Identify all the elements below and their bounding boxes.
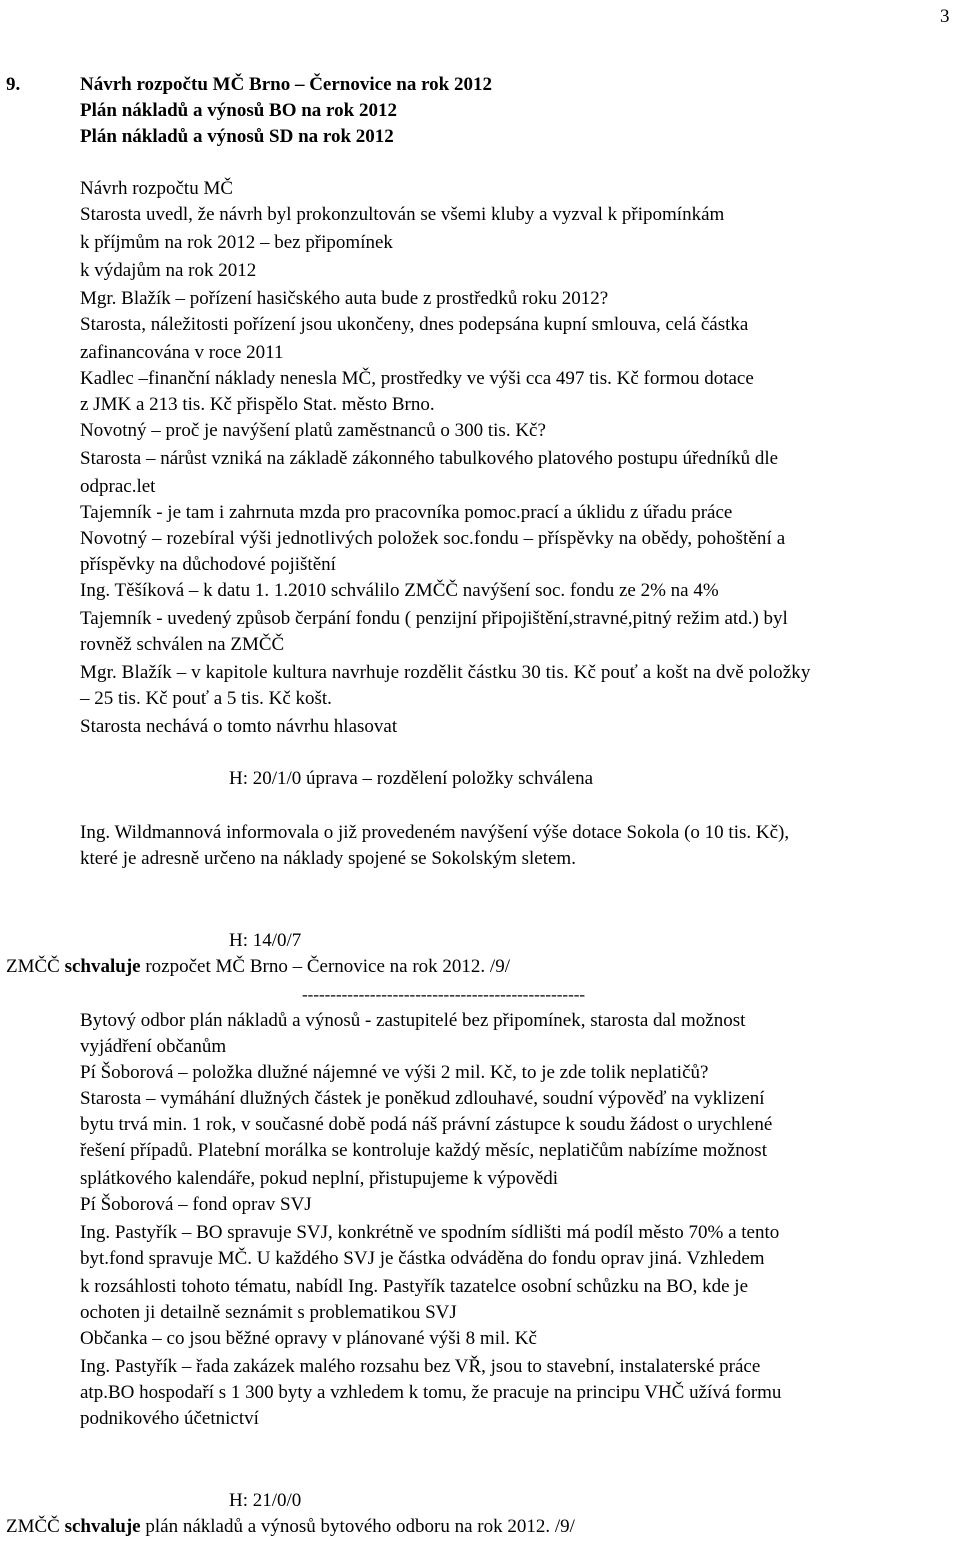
paragraph-line: Pí Šoborová – položka dlužné nájemné ve výši 2 mil. Kč, to je zde tolik neplatičů?: [80, 1062, 709, 1083]
paragraph-line: Ing. Wildmannová informovala o již provedeném navýšení výše dotace Sokola (o 10 tis. Kč),: [80, 822, 790, 843]
vote-result: H: 14/0/7: [229, 930, 302, 951]
paragraph-line: Kadlec –finanční náklady nenesla MČ, prostředky ve výši cca 497 tis. Kč formou dotace: [80, 368, 754, 389]
paragraph-line: Starosta – vymáhání dlužných částek je poněkud zdlouhavé, soudní výpověď na vyklizení: [80, 1088, 765, 1109]
heading-title-2: Plán nákladů a výnosů BO na rok 2012: [80, 100, 397, 121]
paragraph-line: Ing. Pastyřík – BO spravuje SVJ, konkrétně ve spodním sídlišti má podíl město 70% a tento: [80, 1222, 780, 1243]
paragraph-line: Mgr. Blažík – v kapitole kultura navrhuje rozdělit částku 30 tis. Kč pouť a košt na dvě položky: [80, 662, 811, 683]
paragraph-line: Občanka – co jsou běžné opravy v plánované výši 8 mil. Kč: [80, 1328, 537, 1349]
paragraph-line: odprac.let: [80, 476, 156, 497]
resolution-verb: schvaluje: [64, 1516, 141, 1537]
paragraph-line: které je adresně určeno na náklady spojené se Sokolským sletem.: [80, 848, 576, 869]
paragraph-line: Tajemník - uvedený způsob čerpání fondu ( penzijní připojištění,stravné,pitný režim atd.) byl: [80, 608, 788, 629]
paragraph-line: podnikového účetnictví: [80, 1408, 259, 1429]
paragraph-line: Starosta nechává o tomto návrhu hlasovat: [80, 716, 398, 737]
paragraph-line: rovněž schválen na ZMČČ: [80, 634, 285, 655]
paragraph-line: k rozsáhlosti tohoto tématu, nabídl Ing. Pastyřík tazatelce osobní schůzku na BO, kde je: [80, 1276, 749, 1297]
resolution-text: rozpočet MČ Brno – Černovice na rok 2012. /9/: [140, 956, 510, 977]
paragraph-line: příspěvky na důchodové pojištění: [80, 554, 336, 575]
paragraph-line: splátkového kalendáře, pokud neplní, přistupujeme k výpovědi: [80, 1168, 559, 1189]
vote-result: H: 21/0/0: [229, 1490, 302, 1511]
paragraph-line: k výdajům na rok 2012: [80, 260, 257, 281]
paragraph-line: Pí Šoborová – fond oprav SVJ: [80, 1194, 312, 1215]
paragraph-line: Ing. Pastyřík – řada zakázek malého rozsahu bez VŘ, jsou to stavební, instalaterské práce: [80, 1356, 761, 1377]
paragraph-line: byt.fond spravuje MČ. U každého SVJ je částka odváděna do fondu oprav jiná. Vzhledem: [80, 1248, 765, 1269]
resolution-prefix: ZMČČ: [6, 956, 65, 977]
paragraph-line: Starosta – nárůst vzniká na základě zákonného tabulkového platového postupu úředníků dle: [80, 448, 779, 469]
paragraph-line: k příjmům na rok 2012 – bez připomínek: [80, 232, 393, 253]
agenda-item-number: 9.: [6, 74, 21, 95]
paragraph-line: bytu trvá min. 1 rok, v současné době podá náš právní zástupce k soudu žádost o urychlené: [80, 1114, 773, 1135]
separator-line: --------------------------------------------------: [302, 985, 586, 1004]
paragraph-line: ochoten ji detailně seznámit s problematikou SVJ: [80, 1302, 457, 1323]
heading-title-1: Návrh rozpočtu MČ Brno – Černovice na rok 2012: [80, 74, 492, 95]
resolution-prefix: ZMČČ: [6, 1516, 65, 1537]
resolution: [6, 956, 510, 978]
paragraph-line: vyjádření občanům: [80, 1036, 227, 1057]
paragraph-line: Bytový odbor plán nákladů a výnosů - zastupitelé bez připomínek, starosta dal možnost: [80, 1010, 746, 1031]
paragraph-line: Novotný – proč je navýšení platů zaměstnanců o 300 tis. Kč?: [80, 420, 546, 441]
paragraph-line: řešení případů. Platební morálka se kontroluje každý měsíc, neplatičům nabízíme možnost: [80, 1140, 767, 1161]
paragraph-line: Ing. Těšíková – k datu 1. 1.2010 schválilo ZMČČ navýšení soc. fondu ze 2% na 4%: [80, 580, 719, 601]
resolution-text: plán nákladů a výnosů bytového odboru na rok 2012. /9/: [140, 1516, 575, 1537]
paragraph-line: Mgr. Blažík – pořízení hasičského auta bude z prostředků roku 2012?: [80, 288, 609, 309]
paragraph-line: z JMK a 213 tis. Kč přispělo Stat. město Brno.: [80, 394, 435, 415]
paragraph-line: – 25 tis. Kč pouť a 5 tis. Kč košt.: [80, 688, 332, 709]
paragraph-line: atp.BO hospodaří s 1 300 byty a vzhledem k tomu, že pracuje na principu VHČ užívá formu: [80, 1382, 782, 1403]
vote-result: H: 20/1/0 úprava – rozdělení položky schválena: [229, 768, 594, 789]
paragraph-line: Novotný – rozebíral výši jednotlivých položek soc.fondu – příspěvky na obědy, pohoštění a: [80, 528, 786, 549]
resolution: [6, 1516, 575, 1538]
heading-title-3: Plán nákladů a výnosů SD na rok 2012: [80, 126, 394, 147]
paragraph-line: Tajemník - je tam i zahrnuta mzda pro pracovníka pomoc.prací a úklidu z úřadu práce: [80, 502, 733, 523]
resolution-verb: schvaluje: [64, 956, 141, 977]
budget-subheading: Návrh rozpočtu MČ: [80, 178, 234, 199]
paragraph-line: Starosta uvedl, že návrh byl prokonzultován se všemi kluby a vyzval k připomínkám: [80, 204, 725, 225]
page-number: 3: [940, 6, 950, 27]
paragraph-line: Starosta, náležitosti pořízení jsou ukončeny, dnes podepsána kupní smlouva, celá částka: [80, 314, 749, 335]
paragraph-line: zafinancována v roce 2011: [80, 342, 284, 363]
